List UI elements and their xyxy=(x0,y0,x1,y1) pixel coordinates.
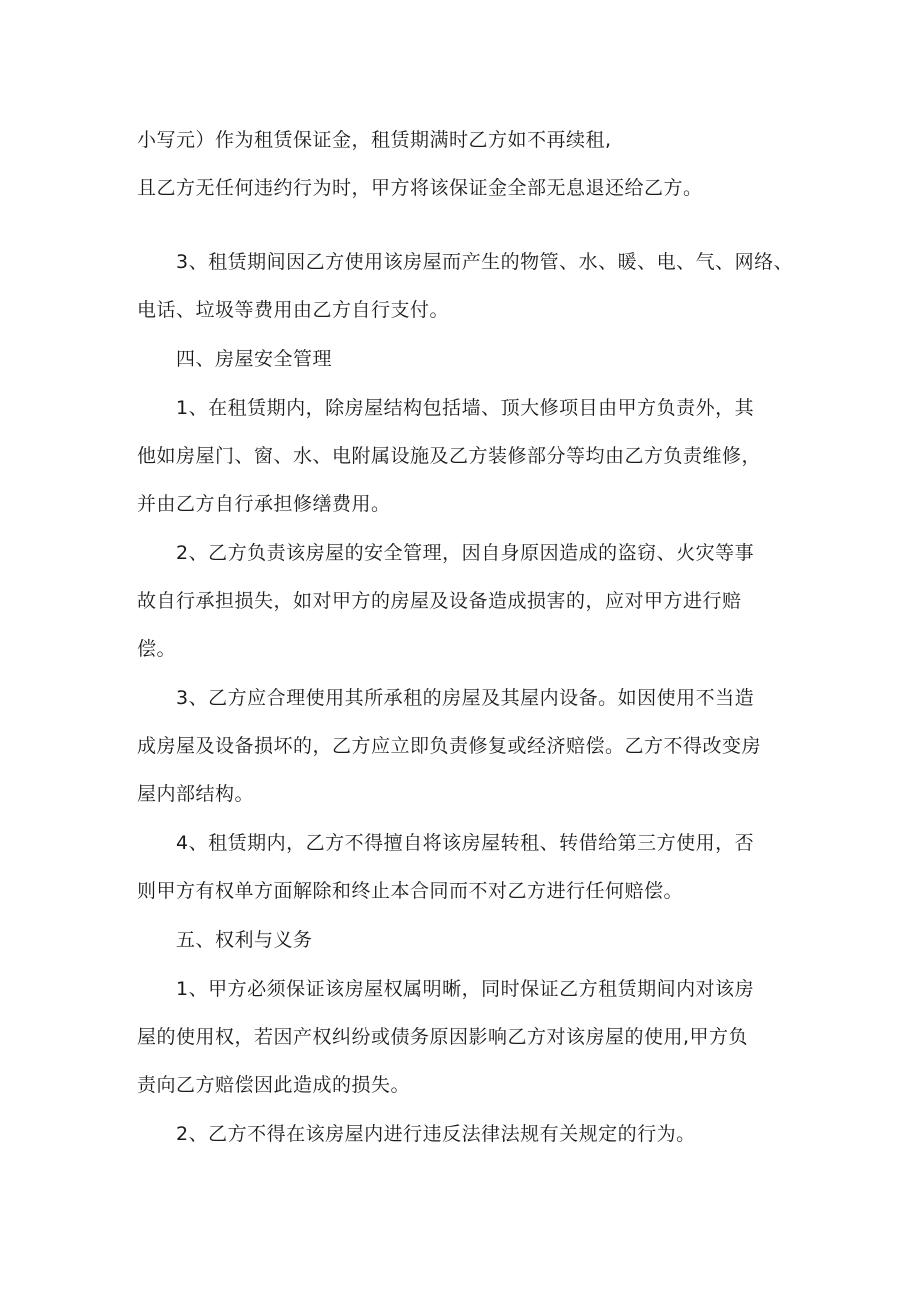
text-line: 1、在租赁期内，除房屋结构包括墙、顶大修项目由甲方负责外，其 xyxy=(176,397,755,419)
text-line: 故自行承担损失，如对甲方的房屋及设备造成损害的，应对甲方进行赔 xyxy=(137,590,742,612)
text-line: 并由乙方自行承担修缮费用。 xyxy=(137,493,391,515)
text-line: 2、乙方负责该房屋的安全管理，因自身原因造成的盗窃、火灾等事 xyxy=(176,542,755,564)
section-heading: 五、权利与义务 xyxy=(176,929,313,951)
text-line: 则甲方有权单方面解除和终止本合同而不对乙方进行任何赔偿。 xyxy=(137,880,684,902)
text-line: 责向乙方赔偿因此造成的损失。 xyxy=(137,1074,411,1096)
text-line: 偿。 xyxy=(137,638,177,660)
text-line: 3、租赁期间因乙方使用该房屋而产生的物管、水、暖、电、气、网络、 xyxy=(176,251,794,273)
text-line: 且乙方无任何违约行为时，甲方将该保证金全部无息退还给乙方。 xyxy=(137,177,703,199)
text-line: 成房屋及设备损坏的，乙方应立即负责修复或经济赔偿。乙方不得改变房 xyxy=(137,735,762,757)
section-heading: 四、房屋安全管理 xyxy=(176,348,333,370)
text-line: 4、租赁期内，乙方不得擅自将该房屋转租、转借给第三方使用，否 xyxy=(176,832,755,854)
text-line: 2、乙方不得在该房屋内进行违反法律法规有关规定的行为。 xyxy=(176,1123,696,1145)
text-line: 3、乙方应合理使用其所承租的房屋及其屋内设备。如因使用不当造 xyxy=(176,687,755,709)
text-line: 电话、垃圾等费用由乙方自行支付。 xyxy=(137,299,450,321)
text-line: 他如房屋门、窗、水、电附属设施及乙方装修部分等均由乙方负责维修， xyxy=(137,445,762,467)
text-line: 1、甲方必须保证该房屋权属明晰，同时保证乙方租赁期间内对该房 xyxy=(176,978,755,1000)
text-line: 屋的使用权，若因产权纠纷或债务原因影响乙方对该房屋的使用,甲方负 xyxy=(137,1026,749,1048)
text-line: 屋内部结构。 xyxy=(137,783,255,805)
text-line: 小写元）作为租赁保证金，租赁期满时乙方如不再续租, xyxy=(137,129,612,151)
